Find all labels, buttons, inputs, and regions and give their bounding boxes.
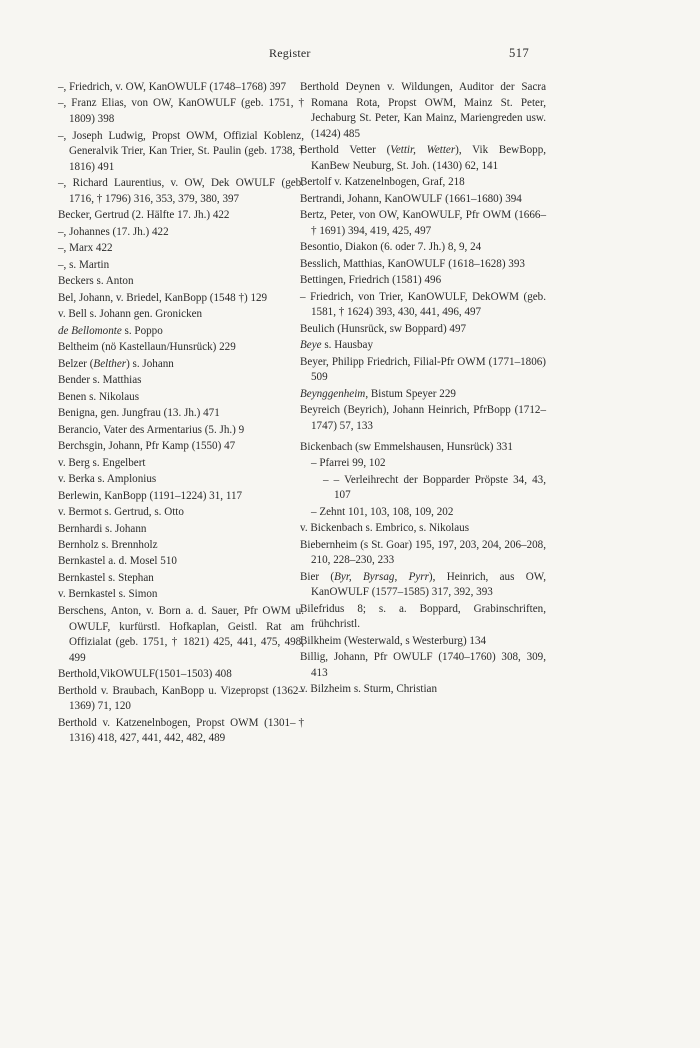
index-entry: Bilefridus 8; s. a. Boppard, Grabinschriften, frühchristl. (300, 602, 546, 631)
index-entry: Beyreich (Beyrich), Johann Heinrich, PfrBopp (1712–1747) 57, 133 (300, 404, 546, 433)
index-entry-italic: de Bellomonte (58, 324, 122, 337)
index-entry: Bettingen, Friedrich (1581) 496 (300, 274, 442, 287)
index-entry: Besontio, Diakon (6. oder 7. Jh.) 8, 9, 24 (300, 241, 482, 254)
index-entry: Berthold v. Katzenelnbogen, Propst OWM (1301–† 1316) 418, 427, 441, 442, 482, 489 (58, 716, 304, 745)
index-entry-italic: Byr, Byrsag, Pyrr (334, 570, 429, 583)
index-entry: v. Bermot s. Gertrud, s. Otto (58, 506, 184, 519)
index-entry-text: s. Poppo (121, 324, 163, 337)
index-entry: Berancio, Vater des Armentarius (5. Jh.) 9 (58, 423, 245, 436)
index-entry: Bernkastel a. d. Mosel 510 (58, 555, 177, 568)
index-entry: Biebernheim (s St. Goar) 195, 197, 203, 204, 206–208, 210, 228–230, 233 (300, 538, 546, 567)
index-entry: Bertz, Peter, von OW, KanOWULF, Pfr OWM (1666–† 1691) 394, 419, 425, 497 (300, 209, 546, 237)
index-entry: –, Franz Elias, von OW, KanOWULF (geb. 1751, † 1809) 398 (58, 97, 304, 126)
running-head-title: Register (269, 46, 311, 60)
index-entry: Berlewin, KanBopp (1191–1224) 31, 117 (58, 489, 243, 502)
index-entry-italic: Vettir, Wetter (390, 144, 456, 157)
index-entry: Benen s. Nikolaus (58, 390, 140, 403)
index-entry: Berthold Deynen v. Wildungen, Auditor der Sacra Romana Rota, Propst OWM, Mainz St. Peter, Jechaburg St. Peter, Kan Mainz, Mariengreden usw. (1424) 485 (300, 81, 546, 140)
index-entry-text: ) s. Johann (126, 357, 174, 370)
index-entry: Bickenbach (sw Emmelshausen, Hunsrück) 331 (300, 440, 513, 453)
index-entry: v. Berg s. Engelbert (58, 456, 146, 469)
index-entry: Bel, Johann, v. Briedel, KanBopp (1548 †) 129 (58, 291, 268, 304)
index-entry: Bender s. Matthias (58, 374, 142, 387)
index-entry: –, s. Martin (58, 258, 110, 271)
index-entry-text: ), Vik BewBopp, KanBew Neuburg, St. Joh. (1430) 62, 141 (311, 144, 547, 172)
index-entry: v. Bickenbach s. Embrico, s. Nikolaus (300, 522, 470, 535)
index-entry-text: s. Hausbay (321, 339, 374, 352)
index-entry: Beulich (Hunsrück, sw Boppard) 497 (300, 322, 467, 335)
index-entry: v. Bernkastel s. Simon (58, 588, 158, 601)
index-entry: Bilkheim (Westerwald, s Westerburg) 134 (300, 634, 487, 647)
index-entry: Bernholz s. Brennholz (58, 539, 158, 551)
index-entry (300, 338, 546, 354)
index-entry: Beckers s. Anton (58, 275, 134, 288)
index-entry: Bertolf v. Katzenelnbogen, Graf, 218 (300, 176, 465, 189)
index-entry: – Pfarrei 99, 102 (311, 457, 386, 470)
index-entry: –, Johannes (17. Jh.) 422 (58, 225, 169, 238)
index-entry: Billig, Johann, Pfr OWULF (1740–1760) 308, 309, 413 (300, 651, 546, 679)
index-entry: Besslich, Matthias, KanOWULF (1618–1628) 393 (300, 257, 525, 270)
index-entry-italic: Beye (300, 339, 322, 352)
index-entry: Beltheim (nö Kastellaun/Hunsrück) 229 (58, 341, 236, 354)
index-entry (300, 143, 546, 174)
index-column-right (300, 80, 546, 699)
index-entry: Beyer, Philipp Friedrich, Filial-Pfr OWM (1771–1806) 509 (300, 355, 546, 384)
index-entry-text: Belzer ( (58, 357, 94, 370)
index-entry: v. Berka s. Amplonius (58, 473, 157, 486)
index-entry: –, Friedrich, v. OW, KanOWULF (1748–1768) 397 (58, 81, 287, 93)
index-entry: –, Richard Laurentius, v. OW, Dek OWULF (geb. 1716, † 1796) 316, 353, 379, 380, 397 (58, 177, 304, 205)
index-entry: Benigna, gen. Jungfrau (13. Jh.) 471 (58, 407, 220, 420)
index-entry: –, Marx 422 (58, 242, 113, 255)
index-entry (300, 387, 546, 403)
index-entry-italic: Beynggenheim (300, 387, 366, 400)
index-entry: Berthold,VikOWULF(1501–1503) 408 (58, 668, 232, 681)
index-entry: Bernhardi s. Johann (58, 522, 147, 535)
index-entry: Becker, Gertrud (2. Hälfte 17. Jh.) 422 (58, 209, 230, 222)
index-entry: –, Joseph Ludwig, Propst OWM, Offizial Koblenz, Generalvik Trier, Kan Trier, St. Paulin (geb. 1738, † 1816) 491 (58, 129, 304, 173)
index-entry: – Zehnt 101, 103, 108, 109, 202 (311, 505, 454, 518)
index-entry-text: Bier ( (300, 570, 335, 583)
index-entry: v. Bell s. Johann gen. Gronicken (58, 308, 203, 321)
index-entry (58, 357, 304, 373)
index-entry-text: Berthold Vetter ( (300, 144, 391, 157)
index-entry (58, 324, 304, 340)
index-entry-text: , Bistum Speyer 229 (365, 387, 456, 400)
index-entry: v. Bilzheim s. Sturm, Christian (300, 683, 438, 696)
page-number: 517 (509, 46, 530, 60)
running-head (0, 46, 700, 64)
index-entry: Bertrandi, Johann, KanOWULF (1661–1680) 394 (300, 192, 522, 205)
index-entry-text: ), Heinrich, aus OW, KanOWULF (1577–1585) 317, 392, 393 (311, 570, 546, 599)
index-column-left (58, 80, 304, 748)
index-entry: Berchsgin, Johann, Pfr Kamp (1550) 47 (58, 440, 236, 453)
index-entry: Bernkastel s. Stephan (58, 571, 154, 584)
index-entry: – Friedrich, von Trier, KanOWULF, DekOWM (geb. 1581, † 1624) 393, 430, 441, 496, 497 (300, 290, 546, 319)
index-entry-italic: Belther (93, 357, 127, 370)
index-entry: – – Verleihrecht der Bopparder Pröpste 34, 43, 107 (323, 473, 546, 502)
index-entry (300, 570, 546, 601)
index-entry: Berschens, Anton, v. Born a. d. Sauer, Pfr OWM u. OWULF, kurfürstl. Hofkaplan, Geistl. Rat am Offizialat (geb. 1751, † 1821) 425, 441, 475, 498, 499 (58, 604, 304, 664)
index-entry: Berthold v. Braubach, KanBopp u. Vizepropst (1362–1369) 71, 120 (58, 684, 304, 713)
